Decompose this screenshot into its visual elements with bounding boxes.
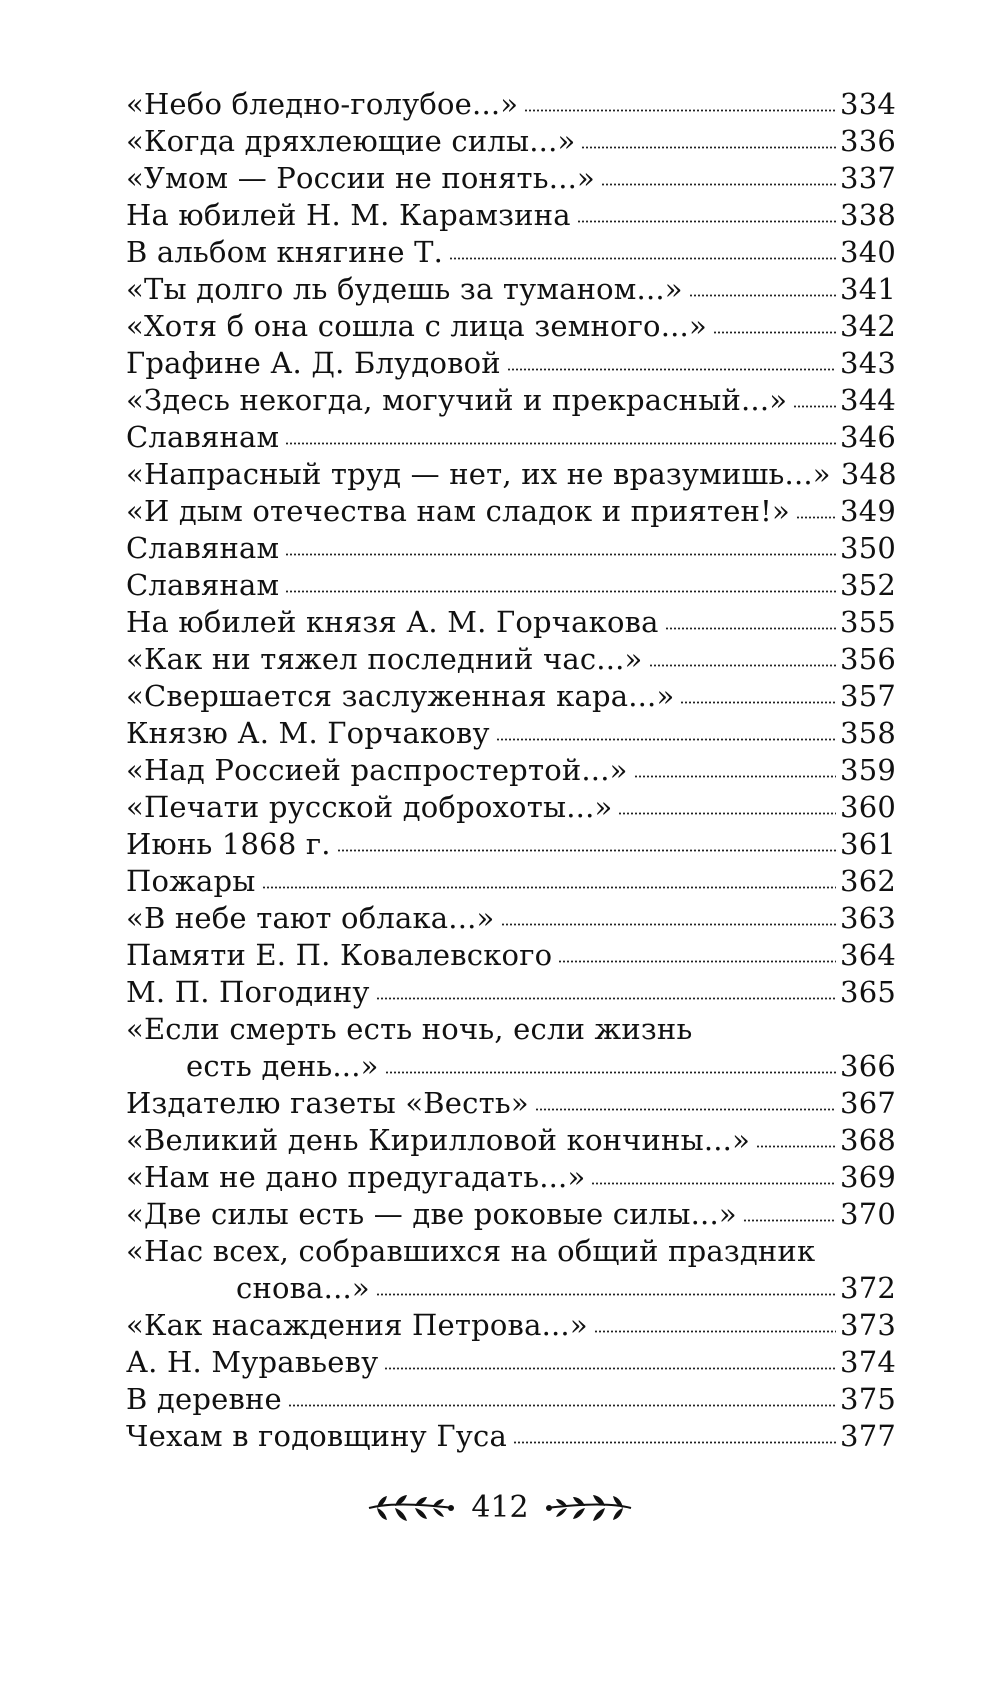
- toc-entry-page: 365: [840, 975, 896, 1009]
- toc-entry-page: 370: [840, 1197, 896, 1231]
- toc-entry-page: 349: [840, 494, 896, 528]
- toc-entry-title: «Напрасный труд — нет, их не вразумишь...»: [126, 457, 831, 491]
- toc-entry-page: 346: [840, 420, 896, 454]
- toc-entry-page: 373: [840, 1308, 896, 1342]
- toc-entry-title: На юбилей Н. М. Карамзина: [126, 198, 571, 232]
- leader-dots: [796, 516, 836, 519]
- leader-dots: [581, 146, 836, 149]
- page-footer: [0, 1490, 1000, 1525]
- toc-entry-page: 340: [840, 235, 896, 269]
- toc-entry-page: 344: [840, 383, 896, 417]
- toc-entry: [126, 160, 896, 197]
- toc-entry: [126, 678, 896, 715]
- toc-entry-title: «Нам не дано предугадать...»: [126, 1160, 586, 1194]
- leader-dots: [793, 405, 836, 408]
- toc-entry-title: «Две силы есть — две роковые силы...»: [126, 1197, 737, 1231]
- toc-entry: [126, 1307, 896, 1344]
- toc-entry-title: «Хотя б она сошла с лица земного...»: [126, 309, 707, 343]
- toc-entry: [126, 604, 896, 641]
- toc-entry-title: «Печати русской доброхоты...»: [126, 790, 613, 824]
- toc-entry-page: 338: [840, 198, 896, 232]
- toc-entry: [126, 1122, 896, 1159]
- toc-entry-title: Пожары: [126, 864, 256, 898]
- toc-entry-title: «И дым отечества нам сладок и приятен!»: [126, 494, 790, 528]
- leader-dots: [713, 331, 836, 334]
- toc-entry-title-head: «Нас всех, собравшихся на общий праздник: [126, 1234, 816, 1268]
- toc-entry-title: «Как насаждения Петрова...»: [126, 1308, 588, 1342]
- toc-entry: [126, 900, 896, 937]
- toc-entry: [126, 86, 896, 123]
- toc-entry-title: Издателю газеты «Весть»: [126, 1086, 529, 1120]
- toc-entry: [126, 456, 896, 493]
- toc-entry-title: «Как ни тяжел последний час...»: [126, 642, 643, 676]
- leader-dots: [288, 1404, 836, 1407]
- toc-entry-page: 343: [840, 346, 896, 380]
- leader-dots: [680, 701, 836, 704]
- toc-entry-title: «Здесь некогда, могучий и прекрасный...»: [126, 383, 788, 417]
- toc-entry-title: Графине А. Д. Блудовой: [126, 346, 501, 380]
- toc-entry: [126, 1085, 896, 1122]
- toc-entry: [126, 863, 896, 900]
- leader-dots: [376, 1293, 836, 1296]
- leader-dots: [535, 1108, 836, 1111]
- toc-entry-title-head: «Если смерть есть ночь, если жизнь: [126, 1012, 693, 1046]
- toc-entry-title: А. Н. Муравьеву: [126, 1345, 379, 1379]
- leader-dots: [743, 1219, 836, 1222]
- toc-entry-page: 366: [840, 1049, 896, 1083]
- toc-entry-page: 364: [840, 938, 896, 972]
- toc-entry-page: 374: [840, 1345, 896, 1379]
- leader-dots: [634, 775, 836, 778]
- toc-entry: [126, 567, 896, 604]
- leader-dots: [501, 923, 837, 926]
- leader-dots: [689, 294, 836, 297]
- toc-entry: [126, 493, 896, 530]
- leader-dots: [384, 1367, 836, 1370]
- leader-dots: [285, 590, 836, 593]
- leader-dots: [285, 553, 836, 556]
- toc-entry-page: 361: [840, 827, 896, 861]
- leader-dots: [513, 1441, 836, 1444]
- toc-entry: [126, 1270, 896, 1307]
- toc-entry: [126, 197, 896, 234]
- leaf-ornament-right-icon: [543, 1491, 635, 1525]
- leader-dots: [262, 886, 836, 889]
- toc-entry: [126, 826, 896, 863]
- toc-entry-page: 358: [840, 716, 896, 750]
- toc-entry-title: В деревне: [126, 1382, 282, 1416]
- leader-dots: [337, 849, 836, 852]
- toc-entry-title: «Когда дряхлеющие силы...»: [126, 124, 576, 158]
- toc-entry-page: 337: [840, 161, 896, 195]
- toc-entry-page: 350: [840, 531, 896, 565]
- toc-entry: [126, 752, 896, 789]
- toc-entry-title: Славянам: [126, 568, 280, 602]
- toc-entry-page: 369: [840, 1160, 896, 1194]
- toc-entry: [126, 715, 896, 752]
- leader-dots: [376, 997, 836, 1000]
- toc-entry: [126, 345, 896, 382]
- toc-entry-title: «Над Россией распростертой...»: [126, 753, 628, 787]
- toc-entry: [126, 1344, 896, 1381]
- leader-dots: [601, 183, 836, 186]
- toc-entry-title: Июнь 1868 г.: [126, 827, 331, 861]
- toc-entry-page: 336: [840, 124, 896, 158]
- toc-entry-page: 363: [840, 901, 896, 935]
- toc-entry: [126, 382, 896, 419]
- leader-dots: [618, 812, 836, 815]
- toc-entry-title: «Умом — России не понять...»: [126, 161, 595, 195]
- toc-entry: [126, 937, 896, 974]
- toc-entry-title: «В небе тают облака...»: [126, 901, 495, 935]
- leader-dots: [756, 1145, 836, 1148]
- leader-dots: [496, 738, 836, 741]
- toc-entry-page: 355: [840, 605, 896, 639]
- leader-dots: [558, 960, 836, 963]
- leader-dots: [649, 664, 837, 667]
- toc-entry-title: есть день...»: [186, 1049, 379, 1083]
- leader-dots: [524, 109, 836, 112]
- toc-entry: [126, 641, 896, 678]
- leaf-ornament-left-icon: [365, 1491, 457, 1525]
- toc-entry-page: 360: [840, 790, 896, 824]
- leader-dots: [449, 257, 836, 260]
- toc-entry-title: М. П. Погодину: [126, 975, 370, 1009]
- toc-entry-title: «Великий день Кирилловой кончины...»: [126, 1123, 751, 1157]
- toc-entry: [126, 123, 896, 160]
- leader-dots: [665, 627, 836, 630]
- table-of-contents: [126, 86, 896, 1455]
- toc-entry-title: «Ты долго ль будешь за туманом...»: [126, 272, 683, 306]
- leader-dots: [385, 1071, 836, 1074]
- toc-entry-title: Славянам: [126, 420, 280, 454]
- toc-entry-title: Памяти Е. П. Ковалевского: [126, 938, 553, 972]
- toc-entry-title: Князю А. М. Горчакову: [126, 716, 490, 750]
- toc-entry: [126, 1196, 896, 1233]
- toc-entry-page: 377: [840, 1419, 896, 1453]
- toc-entry-title: В альбом княгине Т.: [126, 235, 444, 269]
- toc-entry-title: На юбилей князя А. М. Горчакова: [126, 605, 659, 639]
- page-number: 412: [471, 1490, 529, 1525]
- leader-dots: [594, 1330, 836, 1333]
- toc-entry: [126, 308, 896, 345]
- toc-entry-title: снова...»: [236, 1271, 370, 1305]
- toc-entry-page: 357: [840, 679, 896, 713]
- toc-entry: [126, 271, 896, 308]
- toc-entry-page: 367: [840, 1086, 896, 1120]
- toc-entry: [126, 419, 896, 456]
- toc-entry-page: 356: [840, 642, 896, 676]
- leader-dots: [577, 220, 836, 223]
- leader-dots: [591, 1182, 836, 1185]
- toc-entry-page: 362: [840, 864, 896, 898]
- leader-dots: [507, 368, 836, 371]
- toc-entry-page: 348: [840, 457, 897, 491]
- toc-entry-page: 359: [840, 753, 896, 787]
- toc-entry-title: «Небо бледно-голубое...»: [126, 87, 519, 121]
- toc-entry: [126, 789, 896, 826]
- toc-entry-page: 334: [840, 87, 896, 121]
- toc-entry-page: 368: [840, 1123, 896, 1157]
- toc-entry-page: 375: [840, 1382, 896, 1416]
- toc-entry: [126, 1159, 896, 1196]
- toc-entry-page: 352: [840, 568, 896, 602]
- toc-entry-title: Славянам: [126, 531, 280, 565]
- toc-entry-title: Чехам в годовщину Гуса: [126, 1419, 507, 1453]
- toc-entry-title: «Свершается заслуженная кара...»: [126, 679, 675, 713]
- leader-dots: [285, 442, 836, 445]
- toc-entry: [126, 974, 896, 1011]
- toc-entry: [126, 1381, 896, 1418]
- toc-entry-page: 372: [840, 1271, 896, 1305]
- toc-entry: [126, 530, 896, 567]
- toc-entry: [126, 1048, 896, 1085]
- toc-entry-page: 342: [840, 309, 896, 343]
- toc-entry: [126, 1418, 896, 1455]
- toc-entry: [126, 234, 896, 271]
- toc-entry-page: 341: [840, 272, 896, 306]
